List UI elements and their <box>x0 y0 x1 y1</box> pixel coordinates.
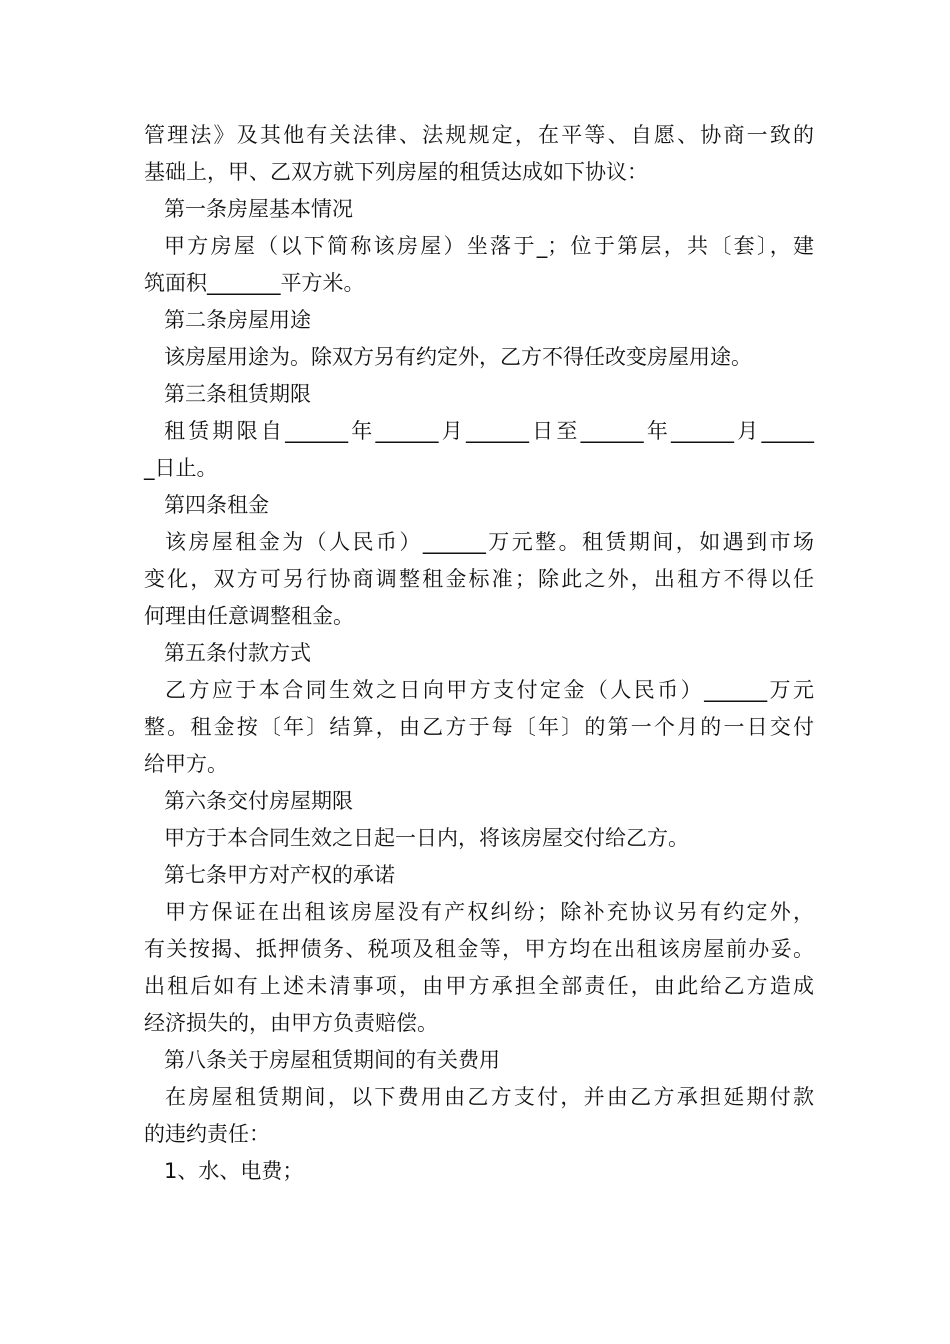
paragraph-line: 经济损失的，由甲方负责赔偿。 <box>144 1011 438 1035</box>
paragraph-line: 甲方于本合同生效之日起一日内，将该房屋交付给乙方。 <box>164 826 689 850</box>
article-heading: 第一条房屋基本情况 <box>164 197 353 221</box>
paragraph-line: 在房屋租赁期间，以下费用由乙方支付，并由乙方承担延期付款 <box>165 1085 814 1109</box>
paragraph-line: 的违约责任： <box>144 1122 270 1146</box>
paragraph-line: 给甲方。 <box>144 752 228 776</box>
paragraph-line: 乙方应于本合同生效之日向甲方支付定金（人民币）______万元 <box>165 678 814 702</box>
paragraph-line: 出租后如有上述未清事项，由甲方承担全部责任，由此给乙方造成 <box>144 974 814 998</box>
paragraph-line: 管理法》及其他有关法律、法规规定，在平等、自愿、协商一致的 <box>144 123 814 147</box>
paragraph-line: 整。租金按〔年〕结算，由乙方于每〔年〕的第一个月的一日交付 <box>144 715 814 739</box>
document-body <box>144 117 814 1190</box>
paragraph-line: 何理由任意调整租金。 <box>144 604 354 628</box>
list-item: 1、水、电费； <box>164 1159 304 1183</box>
paragraph-line: _日止。 <box>144 456 218 480</box>
paragraph-line: 甲方房屋（以下简称该房屋）坐落于_；位于第层，共〔套〕，建 <box>164 234 814 258</box>
paragraph-line: 有关按揭、抵押债务、税项及租金等，甲方均在出租该房屋前办妥。 <box>144 937 814 961</box>
article-heading: 第八条关于房屋租赁期间的有关费用 <box>164 1048 500 1072</box>
article-heading: 第六条交付房屋期限 <box>164 789 353 813</box>
paragraph-line: 甲方保证在出租该房屋没有产权纠纷；除补充协议另有约定外， <box>165 900 814 924</box>
paragraph-line: 该房屋用途为。除双方另有约定外，乙方不得任改变房屋用途。 <box>164 345 752 369</box>
paragraph-line: 租赁期限自______年______月______日至______年______月_____ <box>164 419 814 443</box>
paragraph-line: 变化，双方可另行协商调整租金标准；除此之外，出租方不得以任 <box>144 567 814 591</box>
paragraph-line: 筑面积_______平方米。 <box>144 271 365 295</box>
article-heading: 第七条甲方对产权的承诺 <box>164 863 395 887</box>
article-heading: 第五条付款方式 <box>164 641 311 665</box>
article-heading: 第二条房屋用途 <box>164 308 311 332</box>
paragraph-line: 基础上，甲、乙双方就下列房屋的租赁达成如下协议： <box>144 160 648 184</box>
article-heading: 第三条租赁期限 <box>164 382 311 406</box>
article-heading: 第四条租金 <box>164 493 269 517</box>
paragraph-line: 该房屋租金为（人民币）______万元整。租赁期间，如遇到市场 <box>165 530 814 554</box>
